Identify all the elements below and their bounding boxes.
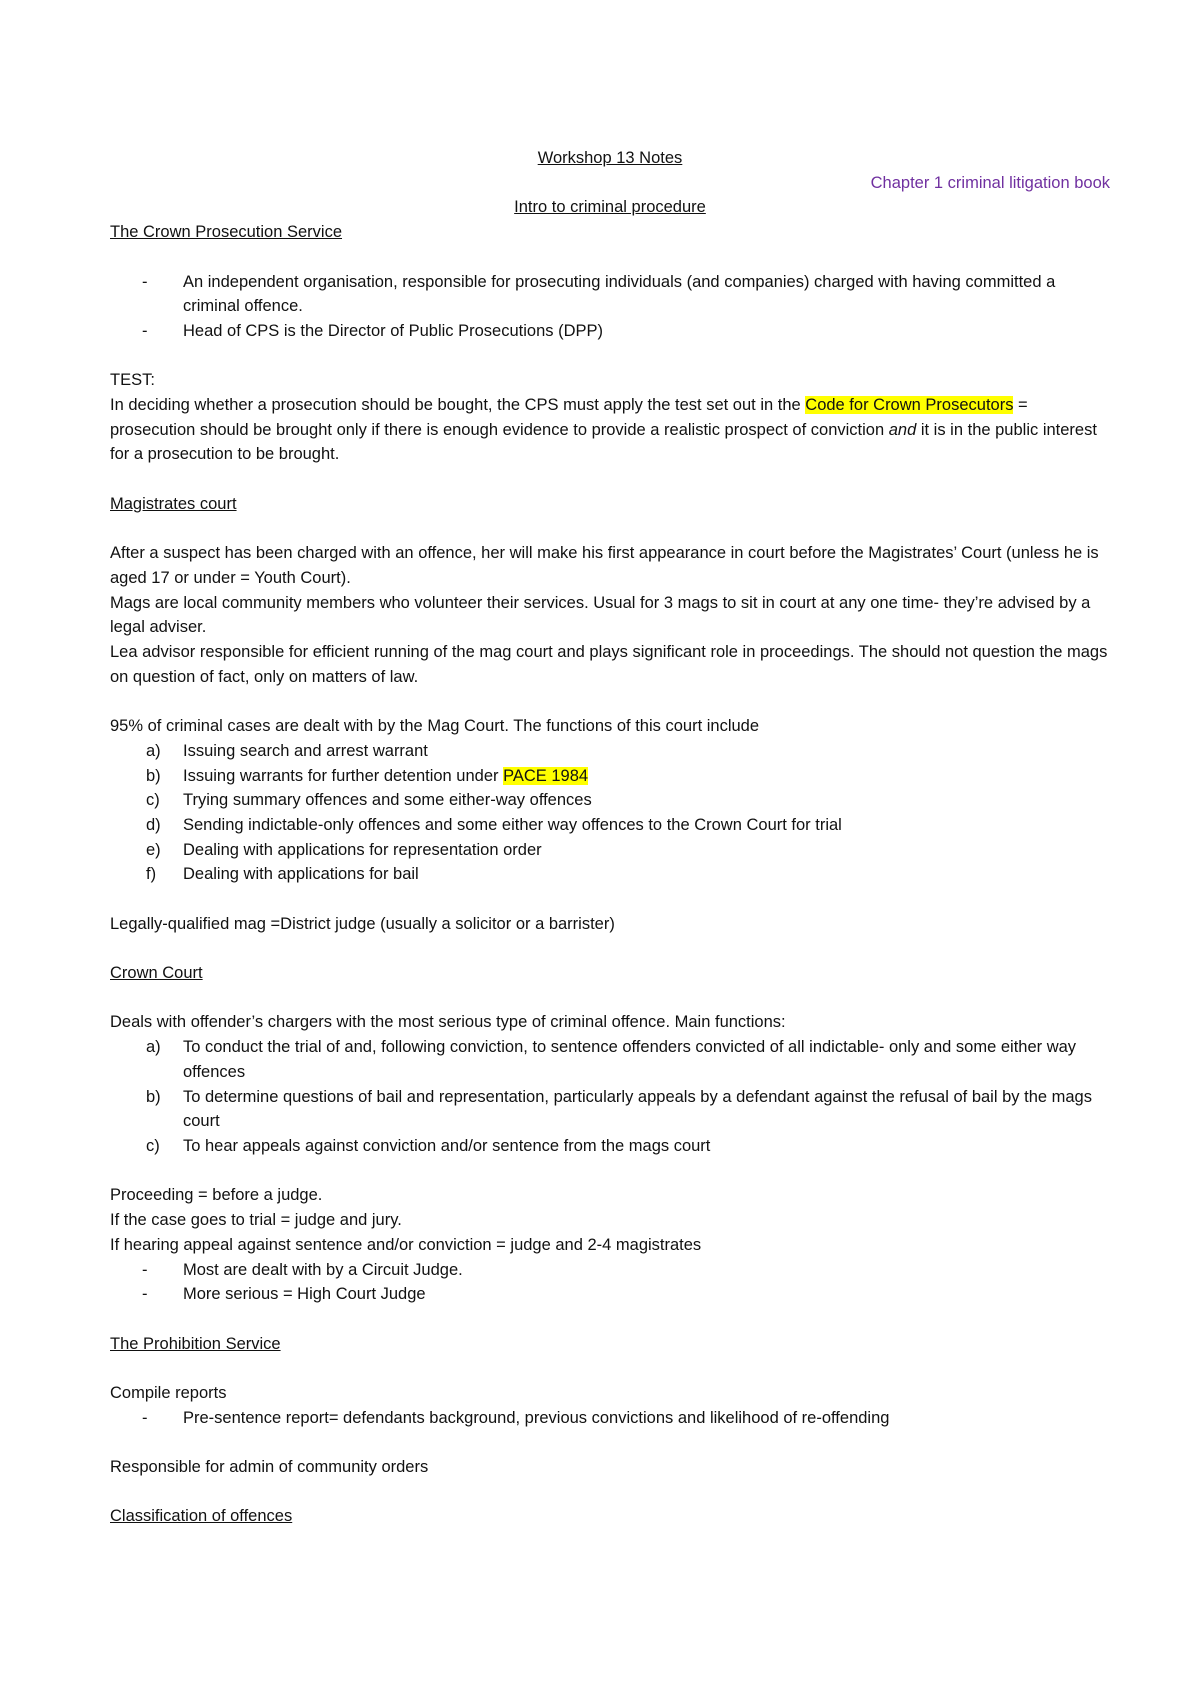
highlighted-pace-reference: PACE 1984: [503, 766, 589, 785]
list-item: - An independent organisation, responsible for prosecuting individuals (and companies) charged with having committed a criminal offence.: [110, 270, 1110, 319]
probation-heading: The Prohibition Service: [110, 1334, 281, 1353]
list-item: - Pre-sentence report= defendants background, previous convictions and likelihood of re-offending: [110, 1406, 1110, 1431]
list-item: a) Issuing search and arrest warrant: [146, 741, 428, 760]
paragraph: Mags are local community members who volunteer their services. Usual for 3 mags to sit in court at any one time- they’re advised by a legal adviser.: [110, 593, 1091, 637]
crown-judge-list: [110, 1258, 1110, 1307]
list-item: - Most are dealt with by a Circuit Judge.: [110, 1258, 1110, 1283]
list-item: - More serious = High Court Judge: [110, 1282, 1110, 1307]
list-item: b) Issuing warrants for further detention under PACE 1984: [146, 766, 589, 785]
mags-functions-intro: 95% of criminal cases are dealt with by the Mag Court. The functions of this court include: [110, 717, 760, 736]
list-item: - Head of CPS is the Director of Public Prosecutions (DPP): [110, 319, 1110, 344]
test-paragraph: In deciding whether a prosecution should be bought, the CPS must apply the test set out in the Code for Crown Prosecutors = prosecution should be brought only if there is enough evidence to provide a realistic prospect of conviction and it is in the public interest for a prosecution to be brought.: [110, 396, 1097, 464]
district-judge-note: Legally-qualified mag =District judge (usually a solicitor or a barrister): [110, 914, 615, 933]
paragraph: Lea advisor responsible for efficient running of the mag court and plays significant role in proceedings. The should not question the mags on question of fact, only on matters of law.: [110, 643, 1108, 686]
crown-functions-list: [110, 1035, 1110, 1159]
paragraph: After a suspect has been charged with an offence, her will make his first appearance in court before the Magistrates’ Court (unless he is aged 17 or under = Youth Court).: [110, 544, 1099, 587]
paragraph: Proceeding = before a judge.: [110, 1186, 323, 1205]
mags-functions-list: [110, 739, 1110, 887]
paragraph: Responsible for admin of community orders: [110, 1458, 429, 1477]
chapter-reference: Chapter 1 criminal litigation book: [870, 173, 1110, 192]
cps-heading: The Crown Prosecution Service: [110, 223, 343, 242]
list-item: e) Dealing with applications for representation order: [146, 840, 542, 859]
paragraph: If the case goes to trial = judge and jury.: [110, 1211, 402, 1230]
document-body: [110, 146, 1110, 1529]
list-item: a) To conduct the trial of and, following conviction, to sentence offenders convicted of all indictable- only and some either way offences: [146, 1038, 1077, 1081]
list-item: c) To hear appeals against conviction and/or sentence from the mags court: [146, 1137, 711, 1155]
mags-heading: Magistrates court: [110, 494, 237, 513]
paragraph: Compile reports: [110, 1383, 227, 1402]
cps-bullet-list: [110, 270, 1110, 344]
list-item: c) Trying summary offences and some either-way offences: [146, 791, 592, 810]
list-item: f) Dealing with applications for bail: [146, 865, 419, 884]
document-subtitle: Intro to criminal procedure: [514, 198, 706, 217]
probation-bullet-list: [110, 1406, 1110, 1431]
document-title: Workshop 13 Notes: [537, 149, 683, 167]
crown-court-intro: Deals with offender’s chargers with the most serious type of criminal offence. Main functions:: [110, 1013, 786, 1032]
classification-heading: Classification of offences: [110, 1507, 293, 1526]
paragraph: If hearing appeal against sentence and/or conviction = judge and 2-4 magistrates: [110, 1235, 702, 1254]
test-label: TEST:: [110, 371, 155, 390]
list-item: d) Sending indictable-only offences and some either way offences to the Crown Court for trial: [146, 815, 842, 834]
list-item: b) To determine questions of bail and representation, particularly appeals by a defendant against the refusal of bail by the mags court: [146, 1087, 1092, 1131]
highlighted-code-reference: Code for Crown Prosecutors: [805, 396, 1014, 414]
crown-court-heading: Crown Court: [110, 964, 203, 983]
